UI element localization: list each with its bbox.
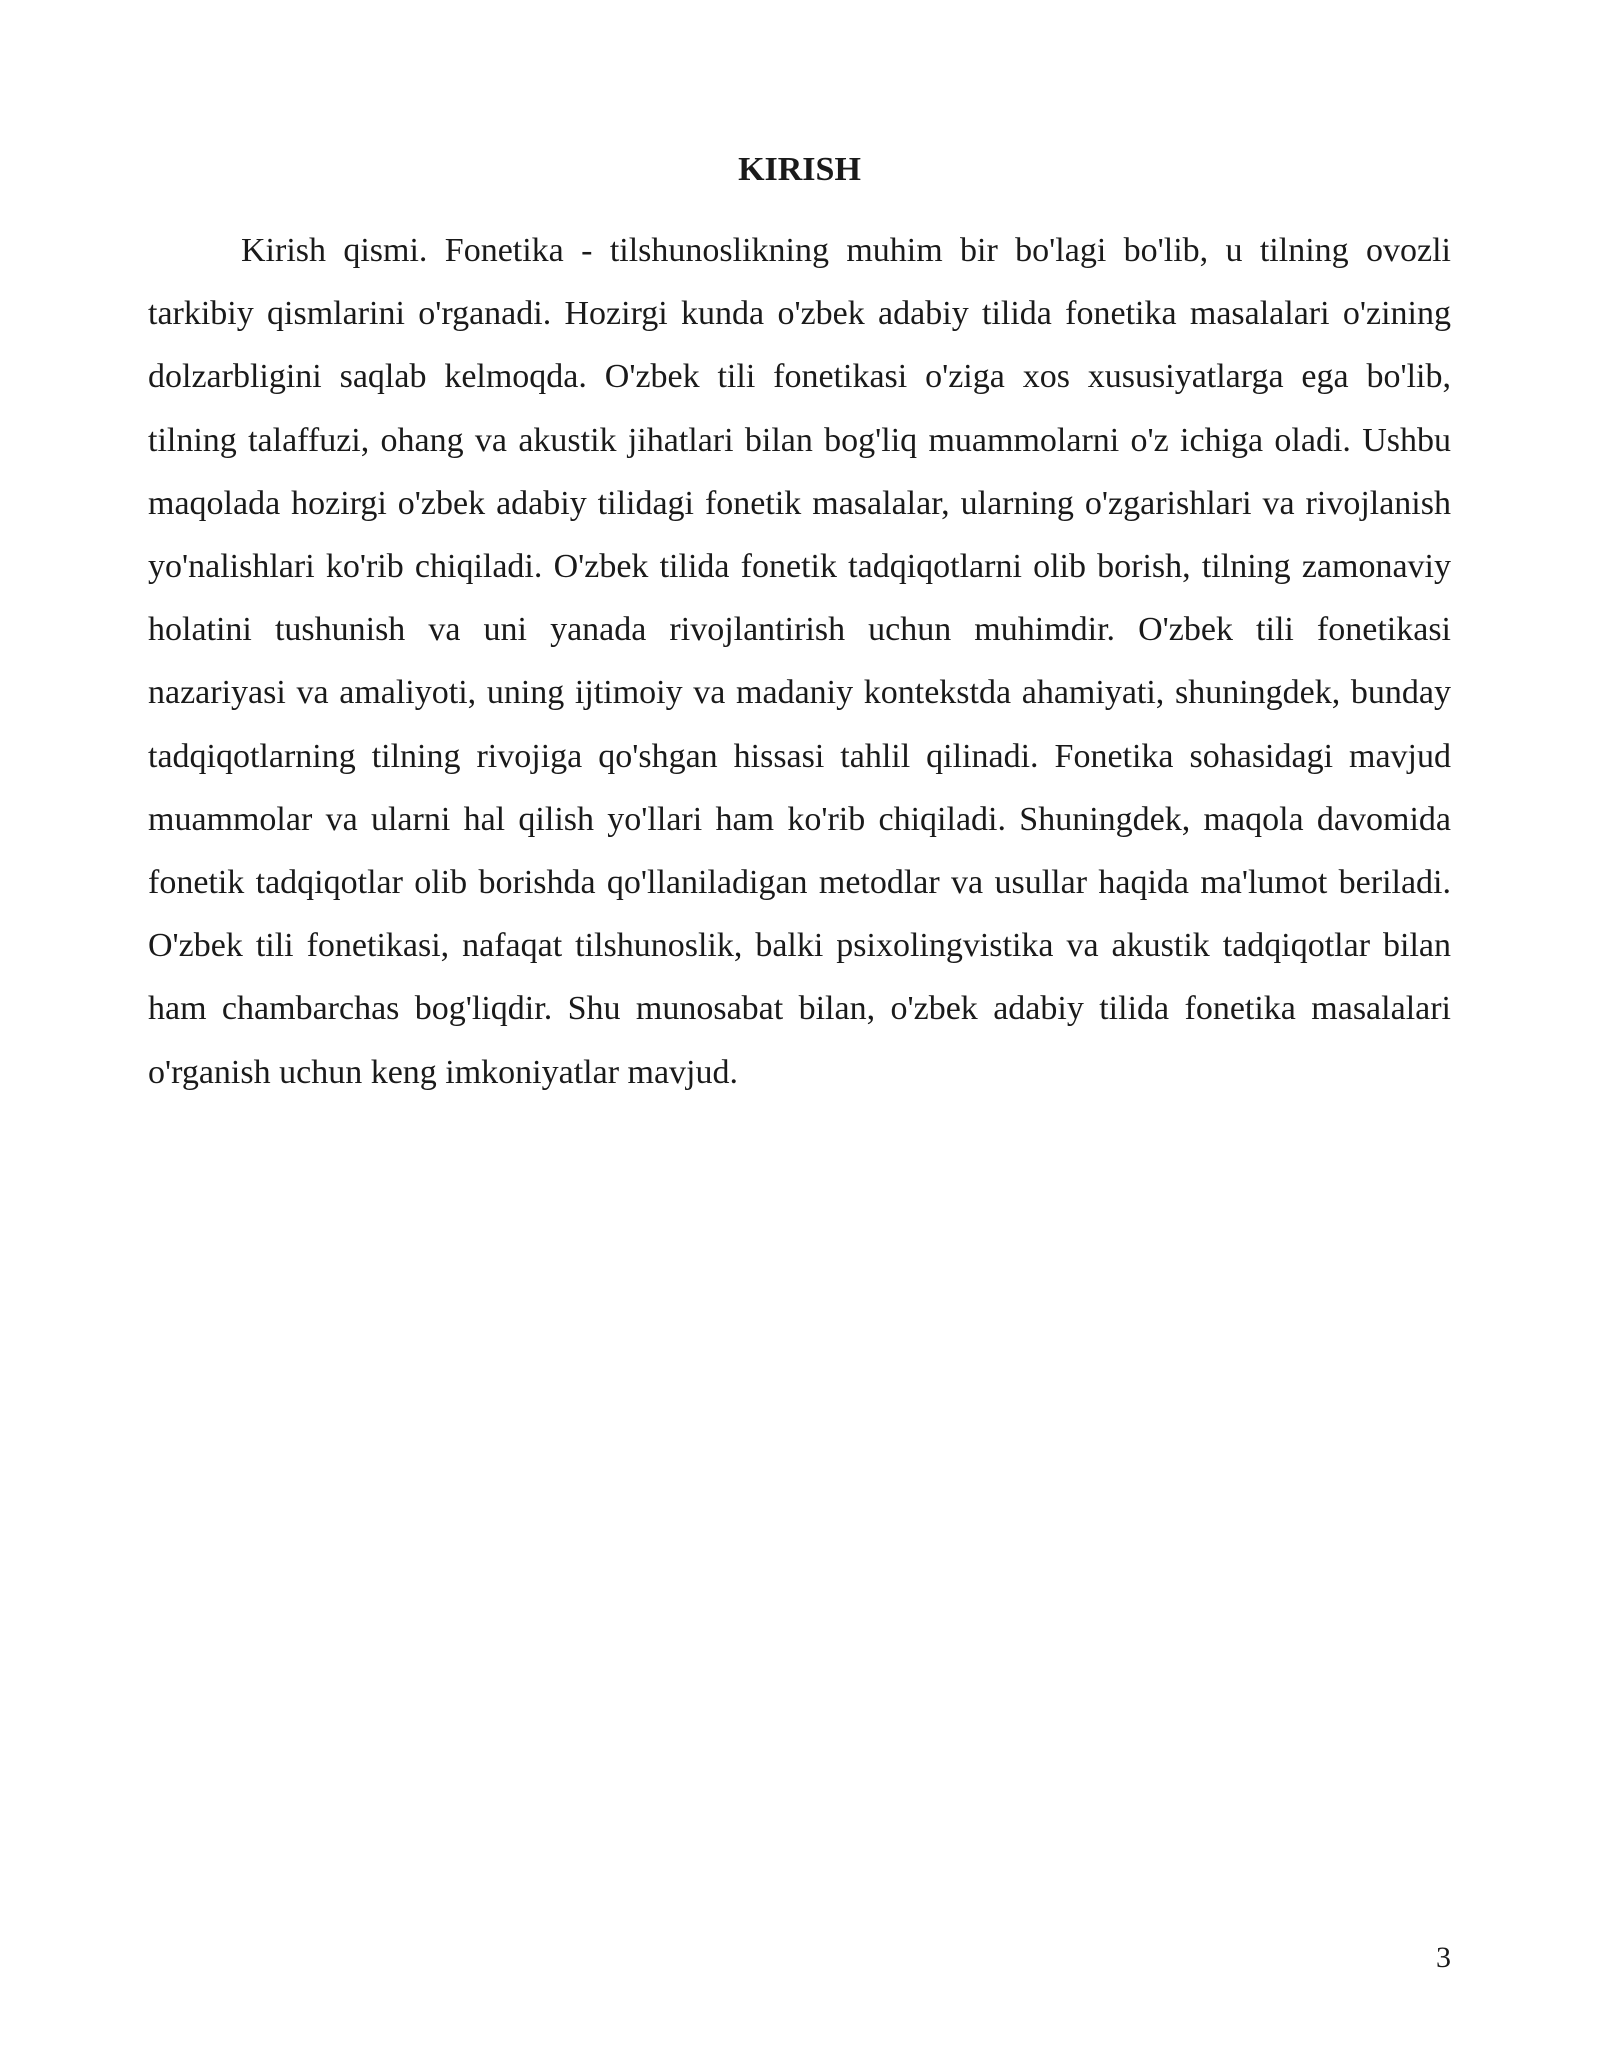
body-paragraph: Kirish qismi. Fonetika - tilshunoslikning muhim bir bo'lagi bo'lib, u tilning ovozli tarkibiy qismlarini o'rganadi. Hozirgi kunda o'zbek adabiy tilida fonetika masalalari o'zining dolzarbligini saqlab kelmoqda. O'zbek tili fonetikasi o'ziga xos xususiyatlarga ega bo'lib, tilning talaffuzi, ohang va akustik jihatlari bilan bog'liq muammolarni o'z ichiga oladi. Ushbu maqolada hozirgi o'zbek adabiy tilidagi fonetik masalalar, ularning o'zgarishlari va rivojlanish yo'nalishlari ko'rib chiqiladi. O'zbek tilida fonetik tadqiqotlarni olib borish, tilning zamonaviy holatini tushunish va uni yanada rivojlantirish uchun muhimdir. O'zbek tili fonetikasi nazariyasi va amaliyoti, uning ijtimoiy va madaniy kontekstda ahamiyati, shuningdek, bunday tadqiqotlarning tilning rivojiga qo'shgan hissasi tahlil qilinadi. Fonetika sohasidagi mavjud muammolar va ularni hal qilish yo'llari ham ko'rib chiqiladi. Shuningdek, maqola davomida fonetik tadqiqotlar olib borishda qo'llaniladigan metodlar va usullar haqida ma'lumot beriladi. O'zbek tili fonetikasi, nafaqat tilshunoslik, balki psixolingvistika va akustik tadqiqotlar bilan ham chambarchas bog'liqdir. Shu munosabat bilan, o'zbek adabiy tilida fonetika masalalari o'rganish uchun keng imkoniyatlar mavjud. bbox=[148, 232, 1451, 1091]
page-number: 3 bbox=[1436, 1941, 1451, 1974]
section-heading: KIRISH bbox=[738, 151, 861, 188]
